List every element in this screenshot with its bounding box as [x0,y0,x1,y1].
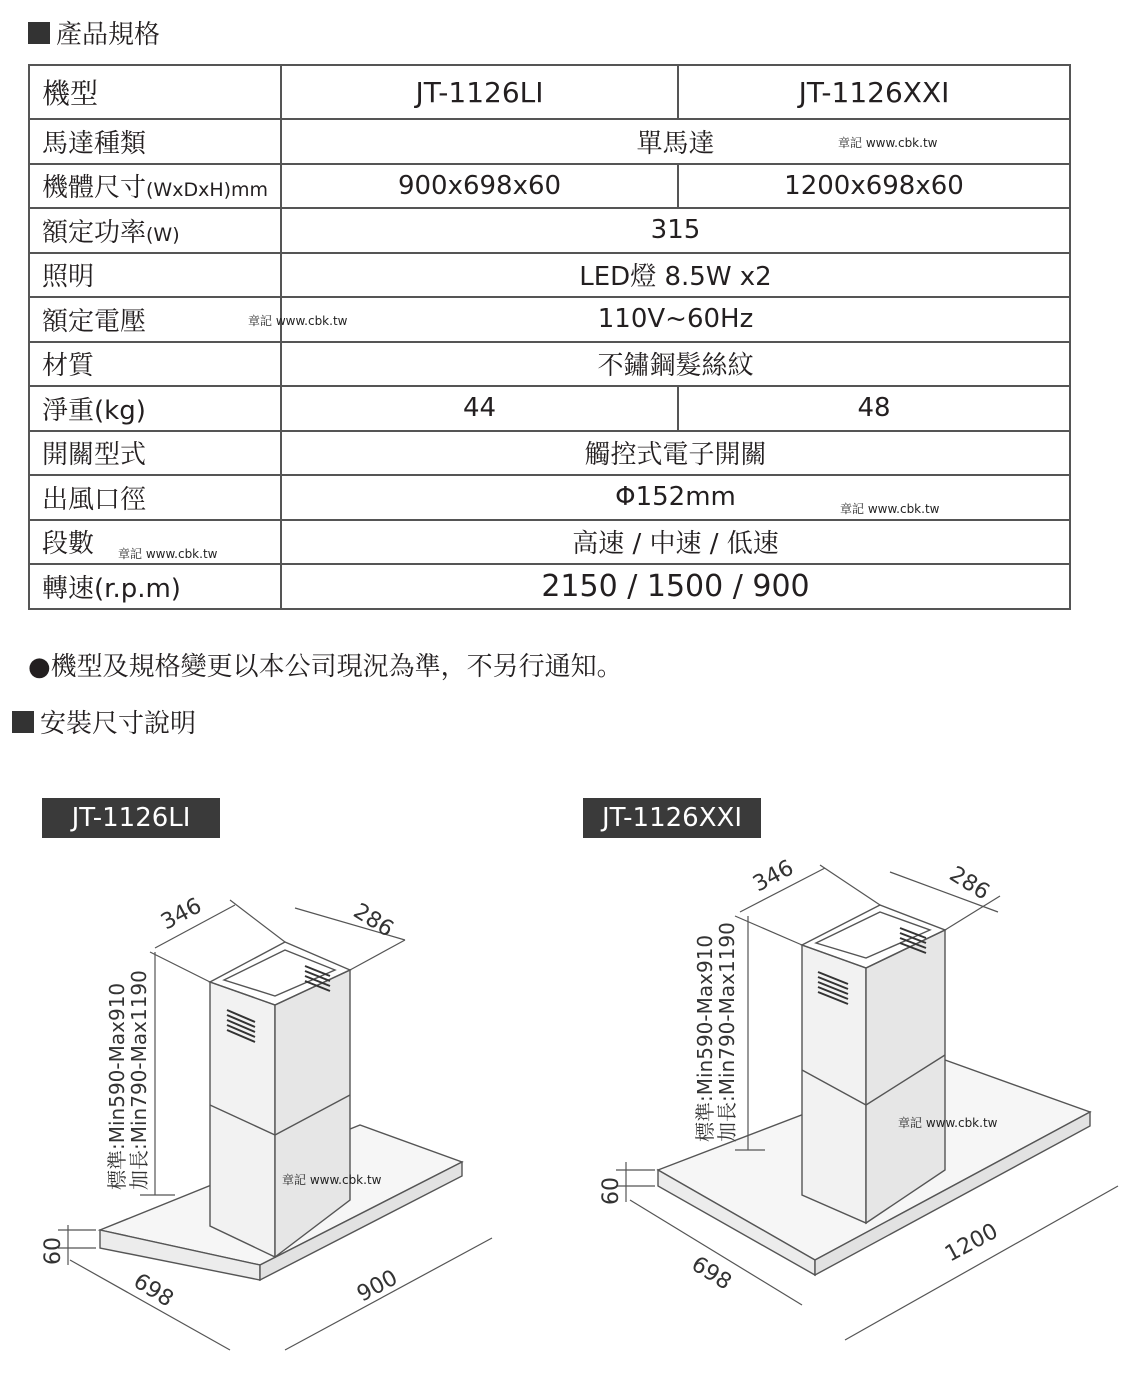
row-label [29,520,281,565]
table-row [29,65,1070,119]
dim-thickness-label: 60 [41,1237,66,1265]
table-row [29,164,1070,209]
watermark-text: 章記 www.cbk.tw [118,546,218,561]
spec-table [28,64,1071,610]
row-value: 110V~60Hz [281,297,1070,342]
height-std-label: 標準:Min590-Max910 [693,934,717,1142]
dim-thickness-label: 60 [599,1177,624,1205]
row-label [29,164,281,209]
row-label: 機型 [29,65,281,119]
model-1-header: JT-1126LI [281,65,678,119]
row-label: 馬達種類 [29,119,281,164]
row-value [281,119,1070,164]
watermark-text: 章記 www.cbk.tw [838,136,938,150]
row-label: 轉速(r.p.m) [29,564,281,609]
dim-width-label: 900 [353,1265,402,1308]
row-value-text: 單馬達 [636,128,715,159]
row-value-model-1: 900x698x60 [281,164,678,209]
height-ext-label: 加長:Min790-Max1190 [715,922,739,1142]
row-value: 不鏽鋼髮絲紋 [281,342,1070,387]
disclaimer-note: ●機型及規格變更以本公司現況為準，不另行通知。 [28,652,623,682]
dim-top-depth-label: 286 [348,898,398,943]
row-label-unit: (WxDxH)mm [146,179,269,202]
row-label-text: 段數 [42,529,95,560]
watermark-text: 章記 www.cbk.tw [898,1116,998,1130]
row-label-text: 額定功率 [42,217,147,248]
install-section-title-text: 安裝尺寸說明 [40,709,197,739]
table-row [29,297,1070,342]
row-value-model-2: 48 [678,386,1070,431]
row-label: 淨重(kg) [29,386,281,431]
height-std-label: 標準:Min590-Max910 [105,982,129,1190]
dim-top-depth-label: 286 [944,861,994,906]
watermark-text: 章記 www.cbk.tw [248,314,348,328]
row-label [29,297,348,342]
dim-depth-label: 698 [128,1268,178,1313]
row-value-model-2: 1200x698x60 [678,164,1070,209]
install-section-title [12,703,196,740]
dim-depth-label: 698 [686,1251,736,1296]
row-label-text: 機體尺寸 [42,173,147,204]
chimney-front [802,945,866,1223]
row-value: 315 [281,208,1070,253]
spec-section-title-text: 產品規格 [56,20,161,50]
row-label: 材質 [29,342,281,387]
table-row [29,431,1070,476]
watermark-text: 章記 www.cbk.tw [840,502,940,516]
model-label-left: JT-1126LI [42,798,220,838]
table-row [29,342,1070,387]
row-label [29,208,281,253]
install-diagram-left [0,860,560,1396]
install-diagram-right [570,850,1140,1396]
row-label: 出風口徑 [29,475,281,520]
row-value: 高速 / 中速 / 低速 [281,520,1070,565]
table-row [29,253,1070,298]
square-bullet-icon [12,711,34,733]
row-value: 2150 / 1500 / 900 [281,564,1070,609]
row-label-text: 額定電壓 [42,306,147,337]
table-row [29,475,1070,520]
dim-top-width-label: 346 [157,893,206,936]
watermark-text: 章記 www.cbk.tw [282,1173,382,1187]
table-row [29,520,1070,565]
model-label-right: JT-1126XXI [583,798,761,838]
row-label: 開關型式 [29,431,281,476]
height-ext-label: 加長:Min790-Max1190 [127,970,151,1190]
row-label: 照明 [29,253,281,298]
table-row [29,208,1070,253]
dim-top-width-label: 346 [749,855,798,898]
row-value [281,475,1070,520]
model-2-header: JT-1126XXI [678,65,1070,119]
square-bullet-icon [28,22,50,44]
dim-width-label: 1200 [941,1218,1003,1268]
row-value: 觸控式電子開關 [281,431,1070,476]
spec-section-title [28,14,160,51]
table-row [29,119,1070,164]
row-value: LED燈 8.5W x2 [281,253,1070,298]
table-row [29,564,1070,609]
row-value-text: Φ152mm [615,482,736,513]
row-label-unit: (W) [146,223,180,246]
row-value-model-1: 44 [281,386,678,431]
table-row [29,386,1070,431]
